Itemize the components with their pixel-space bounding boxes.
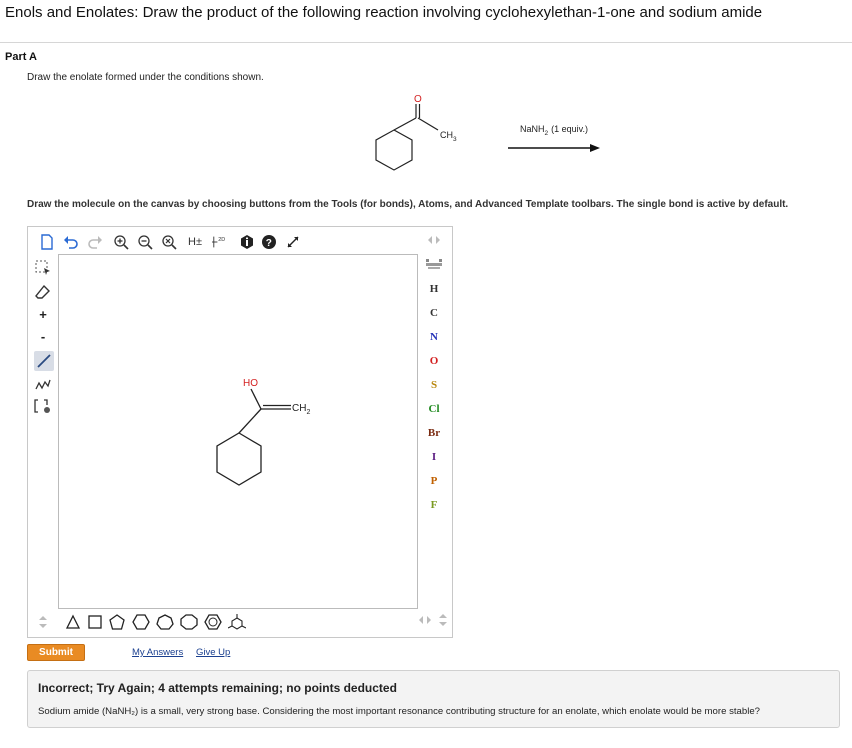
atom-button-i[interactable]	[416, 451, 452, 463]
cyclopentane-template-icon[interactable]	[108, 613, 126, 631]
feedback-panel	[27, 670, 840, 728]
page-title: Enols and Enolates: Draw the product of the following reaction involving cyclohexylethan-1-one and sodium amide	[5, 4, 763, 21]
carbonyl-oxygen: O	[414, 94, 422, 105]
feedback-body: Sodium amide (NaNH₂) is a small, very strong base. Considering the most important resonance contributing structure for an enolate, which enolate would be more stable?	[38, 706, 761, 717]
eraser-tool-icon[interactable]	[34, 283, 52, 301]
cycloheptane-template-icon[interactable]	[156, 613, 174, 631]
canvas-ch2-label: $CH_2$	[292, 403, 311, 416]
atom-n-label: N	[430, 331, 438, 343]
part-instruction: Draw the enolate formed under the conditions shown.	[27, 72, 264, 83]
my-answers-link[interactable]: My Answers	[132, 647, 184, 658]
atoms-scroll-left-right-icon[interactable]	[416, 611, 434, 629]
atom-button-br[interactable]	[416, 427, 452, 439]
editor-top-toolbar	[28, 227, 408, 257]
fullscreen-icon[interactable]	[284, 233, 302, 251]
abbreviation-template-icon[interactable]	[228, 613, 246, 631]
editor-tools-toolbar	[28, 257, 58, 609]
hydrogen-toggle-button[interactable]: H±	[188, 236, 202, 248]
give-up-link[interactable]: Give Up	[196, 647, 231, 658]
templates-scroll-icon[interactable]	[34, 613, 52, 631]
atom-button-f[interactable]	[416, 499, 452, 511]
select-tool-icon[interactable]	[34, 259, 52, 277]
charge-minus-button[interactable]: -	[40, 328, 46, 344]
atom-button-o[interactable]	[416, 355, 452, 367]
title-divider	[0, 42, 852, 43]
undo-icon[interactable]	[62, 233, 80, 251]
cyclobutane-template-icon[interactable]	[86, 613, 104, 631]
reaction-scheme	[360, 90, 610, 180]
cyclopropane-template-icon[interactable]	[64, 613, 82, 631]
reagent-label: NaNH$_2$ (1 equiv.)	[520, 124, 588, 137]
atom-h-label: H	[429, 283, 439, 295]
single-bond-tool-icon[interactable]	[34, 351, 54, 371]
atom-f-label: F	[430, 499, 438, 511]
atom-p-label: P	[430, 475, 438, 487]
methyl-label: $CH_3$	[440, 130, 457, 143]
canvas-ring-enol-bond	[239, 409, 261, 433]
atoms-scroll-up-down-icon[interactable]	[434, 611, 452, 629]
drawing-canvas[interactable]	[58, 254, 418, 609]
zoom-reset-icon[interactable]	[160, 233, 178, 251]
atom-button-s[interactable]	[416, 379, 452, 391]
cyclohexane-ring	[376, 130, 412, 170]
atom-button-cl[interactable]	[416, 403, 452, 415]
zoom-out-icon[interactable]	[136, 233, 154, 251]
atom-button-p[interactable]	[416, 475, 452, 487]
atom-button-n[interactable]	[416, 331, 452, 343]
atom-i-label: I	[431, 451, 437, 463]
svg-text:?: ?	[265, 238, 272, 249]
benzene-template-icon[interactable]	[204, 613, 222, 631]
submit-button[interactable]: Submit	[27, 644, 85, 661]
cyclooctane-template-icon[interactable]	[180, 613, 198, 631]
redo-icon[interactable]	[86, 233, 104, 251]
help-icon[interactable]	[260, 233, 278, 251]
atom-c-label: C	[430, 307, 438, 319]
chain-tool-icon[interactable]	[34, 375, 52, 393]
charge-plus-button[interactable]: +	[39, 306, 47, 322]
carbonyl-methyl-bond	[418, 118, 438, 130]
periodic-table-icon[interactable]	[425, 255, 443, 273]
new-document-icon[interactable]	[38, 233, 56, 251]
editor-atoms-toolbar	[416, 227, 452, 637]
scroll-arrows-icon[interactable]	[425, 231, 443, 249]
atom-cl-label: Cl	[428, 403, 440, 415]
zoom-in-icon[interactable]	[112, 233, 130, 251]
ring-carbonyl-bond	[394, 118, 416, 130]
canvas-c-oh-bond	[251, 389, 261, 409]
atom-o-label: O	[429, 355, 439, 367]
editor-templates-toolbar	[28, 609, 416, 637]
part-label: Part A	[5, 51, 37, 63]
molecule-editor	[27, 226, 453, 638]
cyclohexane-template-icon[interactable]	[132, 613, 150, 631]
atom-br-label: Br	[427, 427, 441, 439]
clean-2d-label: 2D	[218, 237, 226, 244]
reaction-arrow-head	[590, 144, 600, 152]
clean-2d-icon[interactable]	[212, 233, 230, 251]
canvas-ho-label: HO	[243, 378, 258, 389]
drawing-directions: Draw the molecule on the canvas by choosing buttons from the Tools (for bonds), Atoms, and Advanced Template toolbars. The single bond is active by default.	[27, 199, 789, 210]
atom-button-h[interactable]	[416, 283, 452, 295]
feedback-title: Incorrect; Try Again; 4 attempts remaining; no points deducted	[38, 681, 397, 695]
info-icon[interactable]	[238, 233, 256, 251]
atom-s-label: S	[430, 379, 438, 391]
atom-button-c[interactable]	[416, 307, 452, 319]
bracket-tool-icon[interactable]	[34, 397, 52, 415]
canvas-structure	[59, 255, 417, 608]
canvas-cyclohexane-ring	[217, 433, 261, 485]
